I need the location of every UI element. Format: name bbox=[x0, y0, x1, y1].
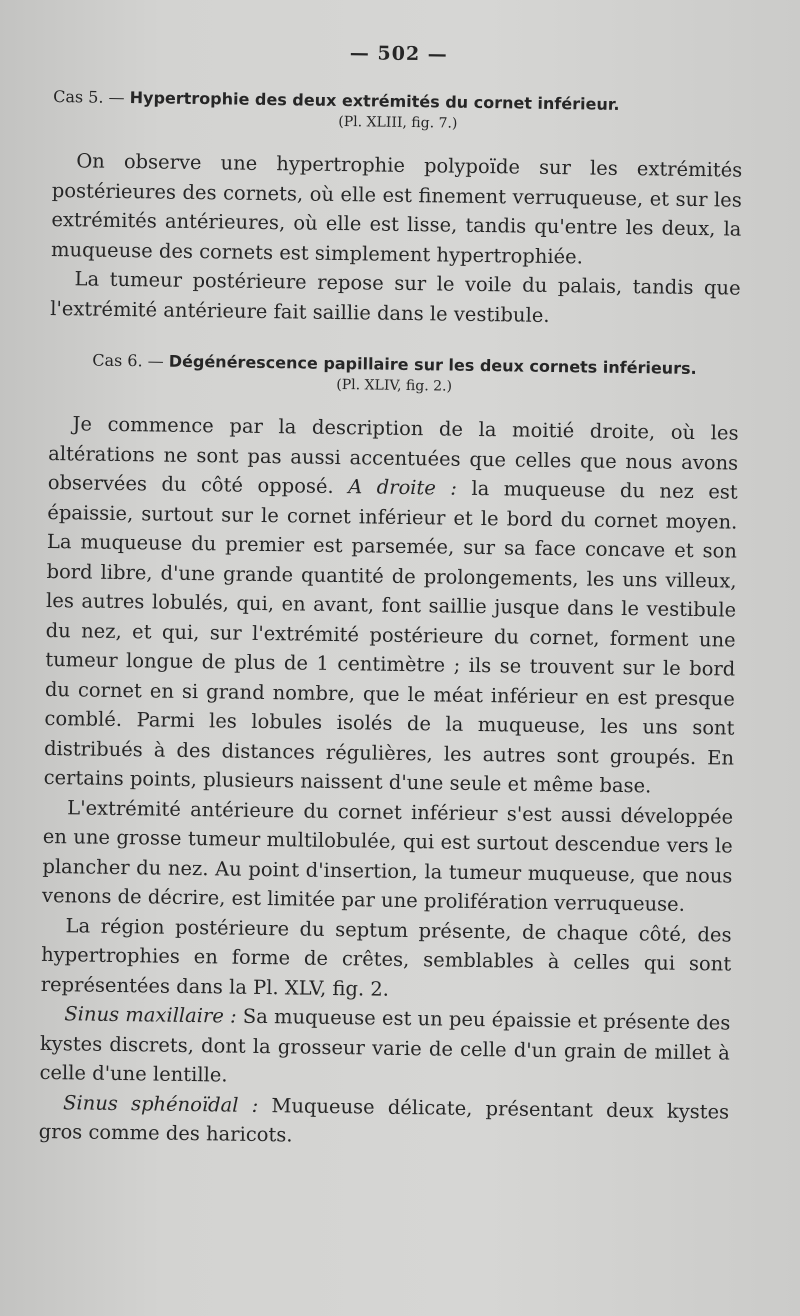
page-content bbox=[39, 38, 744, 1156]
case-6-paragraph-1 bbox=[43, 409, 738, 802]
case-6-title: Dégénérescence papillaire sur les deux cornets inférieurs. bbox=[168, 351, 697, 379]
case-5-section bbox=[50, 86, 743, 333]
case-6-p1-start: Je commence par la description de la moitié droite, où les altérations ne sont pas aussi accentuées que celles que nous avons observées du côté opposé. bbox=[47, 412, 739, 498]
case-5-paragraph-1: On observe une hypertrophie polypoïde sur les extrémités postérieures des cornets, où elle est finement verruqueuse, et sur les extrémités antérieures, où elle est lisse, tandis qu'entre les deux, la muqueuse des cornets est simplement hypertrophiée. bbox=[50, 149, 743, 268]
case-6-paragraph-3: La région postérieure du septum présente, de chaque côté, des hypertrophies en forme de crêtes, semblables à celles qui sont représentées dans la Pl. XLV, fig. 2. bbox=[40, 913, 732, 1001]
case-6-label: Cas 6. — bbox=[92, 350, 164, 371]
sinus-sphenoidal-text: Muqueuse délicate, présentant deux kystes gros comme des haricots. bbox=[38, 1093, 730, 1147]
case-5-paragraph-2: La tumeur postérieure repose sur le voile du palais, tandis que l'extrémité antérieure fait saillie dans le vestibule. bbox=[50, 267, 741, 327]
page-number: — 502 — bbox=[349, 42, 448, 66]
case-6-p1-italic: A droite : bbox=[348, 475, 458, 500]
case-6-p1-rest: la muqueuse du nez est épaissie, surtout sur le cornet inférieur et le bord du cornet moyen. La muqueuse du premier est parsemée, sur sa face concave et son bord libre, d'une grande quantité de prolongements, les uns villeux, les autres lobulés, qui, en avant, font saillie jusque dans le vestibule du nez, et qui, sur l'extrémité postérieure du cornet, forment une tumeur longue de plus de 1 centimètre ; ils se trouvent sur le bord du cornet en si grand nombre, que le méat inférieur en est presque comblé. Parmi les lobules isolés de la muqueuse, les uns sont distribués à des distances régulières, les autres sont groupés. En certains points, plusieurs naissent d'une seule et même base. bbox=[43, 476, 738, 798]
sinus-maxillaire-paragraph bbox=[39, 999, 730, 1097]
case-6-plate-reference: (Pl. XLIV, fig. 2.) bbox=[336, 376, 453, 395]
sinus-sphenoidal-label: Sinus sphénoïdal : bbox=[62, 1090, 259, 1117]
case-5-label: Cas 5. — bbox=[53, 86, 125, 107]
case-5-title: Hypertrophie des deux extrémités du cornet inférieur. bbox=[129, 88, 620, 114]
sinus-maxillaire-text: Sa muqueuse est un peu épaissie et présente des kystes discrets, dont la grosseur varie de celle d'un grain de millet à celle d'une lentille. bbox=[39, 1004, 731, 1087]
sinus-maxillaire-label: Sinus maxillaire : bbox=[64, 1002, 237, 1028]
sinus-sphenoidal-paragraph bbox=[39, 1087, 730, 1156]
case-6-section bbox=[39, 349, 740, 1156]
case-5-plate-reference: (Pl. XLIII, fig. 7.) bbox=[338, 113, 458, 132]
case-6-paragraph-2: L'extrémité antérieure du cornet inférieur s'est aussi développée en une grosse tumeur multilobulée, qui est surtout descendue vers le plancher du nez. Au point d'insertion, la tumeur muqueuse, que nous venons de décrire, est limitée par une prolifération verruqueuse. bbox=[41, 795, 734, 916]
